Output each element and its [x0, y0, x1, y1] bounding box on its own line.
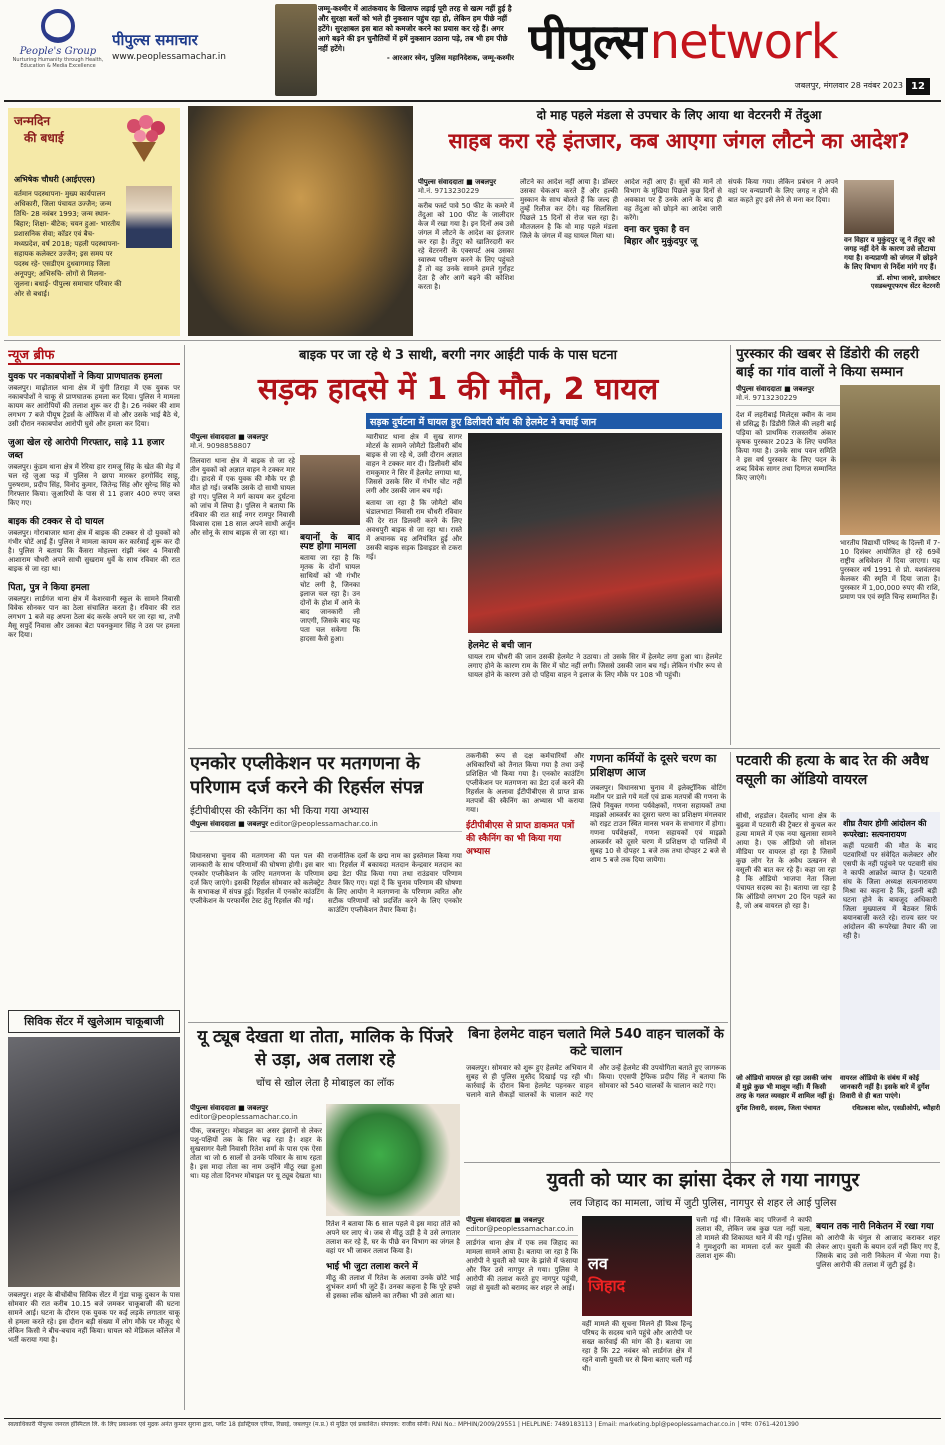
dateline: जबलपुर, मंगलवार 28 नवंबर 2023 [794, 81, 903, 90]
leopard-col1 [418, 178, 514, 336]
section-title-en: network [649, 14, 838, 70]
accident-col2 [300, 531, 360, 745]
brief-item-body: जबलपुर। कुंडम थाना क्षेत्र में रेरिया हार रामजू सिंह के खेत की मेड़ में चल रहे जुआ फड़ में पुलिस ने छापा मारकर हरगोविंद साहू, पुरुषराम, प्रदीप सिंह, विनोद कुमार, जितेन्द्र सिंह और सुरेन्द्र सिंह को गिरफ्तार किया। जुआरियों के पास से 11 हजार 400 रुपए जब्त किए गए। [8, 463, 180, 507]
section-title-hi: पीपुल्स [528, 14, 646, 70]
rehearsal-col3 [466, 752, 584, 1020]
parrot-body2: रितेश ने बताया कि 6 साल पहले वे इस मादा तोते को अपने घर लाए थे। जब से मीठू उड़ी है वे उसे लगातार तलाश कर रहे हैं, घर के पीछे वन विभाग का जंगल है वहां पर भी जाकर तलाश किया है। [326, 1220, 460, 1255]
nagpur-deck: लव जिहाद का मामला, जांच में जुटी पुलिस, नागपुर से शहर ले आई पुलिस [569, 1198, 837, 1209]
nagpur-email: editor@peoplessamachar.co.in [466, 1225, 574, 1233]
helmet-story [466, 1026, 726, 1158]
birthday-banner [14, 112, 174, 172]
civic-body: जबलपुर। शहर के बीचोंबीच सिविक सेंटर में गुंडा चाकू दुकान के पास सोमवार की रात करीब 10.15 बजे जमकर चाकूबाजी की घटना सामने आई। घटना के दौरान एक युवक पर कई लड़के लगातार चाकू से हमला करते रहे। इस दौरान बड़ी संख्या में लोग मौके पर मौजूद थे लेकिन किसी ने बीच-बचाव नहीं किया। घायल को मेडिकल कॉलेज में भर्ती कराया गया है। [8, 1291, 180, 1344]
birthday-banner-bottom: की बधाई [24, 131, 64, 145]
award-story [736, 345, 940, 745]
accident-victim-photo [300, 455, 360, 525]
leopard-col3 [624, 178, 722, 336]
rehearsal-email: editor@peoplessamachar.co.in [270, 820, 378, 828]
patwari-quote2 [840, 1074, 940, 1170]
accident-body1: तिलवारा थाना क्षेत्र में बाइक से जा रहे तीन युवकों को अज्ञात वाहन ने टक्कर मार दी। हादसे में एक युवक की मौके पर ही मौत हो गई। जबकि उसके दो साथी घायल हो गए। पुलिस ने मर्ग कायम कर दुर्घटना को जांच में लिया है। पुलिस ने बताया कि रविवार की रात साईं नगर रामपुर निवासी विश्वास दास 18 साल अपने साथी अर्जुन और सोनू के साथ बाइक से जा रहा था। [190, 457, 295, 537]
dgp-photo [275, 4, 317, 96]
rehearsal-body3: तकनीकी रूप से दक्ष कर्मचारियों और अधिकारियों को तैनात किया गया है तथा उन्हें प्रशिक्षित भी किया गया है। एनकोर काउंटिंग एप्लीकेशन पर मतगणना का डेटा दर्ज करने की रिहर्सल के अलावा ईटीपीबीएस से प्राप्त डाक मतपत्रों की स्कैनिंग का अभ्यास भी कराया गया। [466, 752, 584, 814]
patwari-box [840, 812, 940, 1070]
brief-item [8, 369, 180, 429]
helmet-body: जबलपुर। सोमवार को शुरू हुए हेलमेट अभियान में सुबह से ही पुलिस मुस्तैद दिखाई पड़ रही थी। कार्रवाई के दौरान बिना हेलमेट पहनकर वाहन चलाने वाले सैकड़ों चालकों के चालान काटे गए और उन्हें हेलमेट की उपयोगिता बताते हुए जागरूक किया। एएसपी ट्रैफिक प्रदीप सिंह ने बताया कि सोमवार को 540 चालकों के चालान काटे गए। [466, 1064, 726, 1099]
leopard-col2 [520, 178, 618, 336]
peoples-group-logo [8, 6, 108, 96]
leopard-byline: पीपुल्स संवाददाता ■ जबलपुर [418, 178, 496, 186]
accident-kicker: बाइक पर जा रहे थे 3 साथी, बरगी नगर आईटी पार्क के पास घटना [299, 348, 617, 363]
graphic-word1: लव [588, 1254, 608, 1273]
website[interactable]: www.peoplessamachar.in [112, 52, 226, 62]
vet-director-photo [844, 180, 894, 234]
helmet-headline: बिना हेलमेट वाहन चलाते मिले 540 वाहन चालकों के कटे चालान [468, 1027, 724, 1059]
parrot-sub: भाई भी जुटा तलाश करने में [326, 1262, 418, 1272]
brand-group: People's Group [19, 46, 97, 57]
leopard-mobile: मो.नं. 9713230229 [418, 187, 480, 195]
paper-name: पीपुल्स समाचार [112, 31, 198, 49]
parrot-body3: मीठू की तलाश में रितेश के अलावा उनके छोटे भाई शुभंकर शर्मा भी जुटे हैं। उनका कहना है कि पूरे हफ्ते से इसका लॉक खोलने का तरीका भी उसे आता था। [326, 1274, 460, 1300]
award-photo [840, 385, 940, 535]
award-col1 [736, 411, 836, 745]
leopard-col4 [728, 178, 838, 336]
brief-item-title: पिता, पुत्र ने किया हमला [8, 583, 90, 593]
parrot-body1: पीक, जबलपुर। मोबाइल का असर इंसानों से लेकर पशु-पक्षियों तक के सिर चढ़ रहा है। शहर के सुखसागर वैली निवासी रितेश शर्मा के पास एक ऐसा तोता था जो 6 सालों से उनके परिवार के साथ रहता है। इस मादा तोता का नाम उन्होंने मीठू रखा हुआ था। यह तोता दिनभर मोबाइल पर यू ट्यूब देखता था। [190, 1127, 322, 1180]
accident-col1 [190, 433, 295, 745]
masthead [0, 0, 945, 100]
leopard-body3: आदेश नहीं आए हैं। सूत्रों की मानें तो विभाग के मुखिया पिछले कुछ दिनों से अवकाश पर हैं उनके आने के बाद ही वह तेंदुआ को छोड़ने का आदेश जारी करेंगे। [624, 178, 722, 222]
news-brief-label: न्यूज ब्रीफ [8, 345, 180, 365]
accident-body4: बताया जा रहा है कि जोमैटो बॉय चंडालभाटा निवासी राम चौधरी रविवार की देर रात डिलवरी करने के लिए अवधपुरी बाइक से जा रहा था। रास्ते में अचानक वह अनियंत्रित हुई और उसकी बाइक सड़क डिवाइडर से टकरा गई। [366, 499, 462, 561]
patwari-headline: पटवारी की हत्या के बाद रेत की अवैध वसूली का ऑडियो वायरल [736, 753, 929, 788]
nagpur-byline: पीपुल्स संवाददाता ■ जबलपुर [466, 1216, 544, 1224]
nagpur-body3: चली गई थी। जिसके बाद परिजनों ने काफी तलाश की, लेकिन जब कुछ पता नहीं चला, तो मामले की शिकायत थाने में की गई। पुलिस ने गुमशुदगी का मामला दर्ज कर युवती की तलाश शुरू की। [696, 1216, 812, 1260]
top-quote-box [318, 4, 514, 96]
accident-photo-caption: घायल राम चौधरी की जान उसकी हेलमेट ने उठाया। तो उसके सिर में हेलमेट लगा हुआ था। हेलमेट लगाए होने के कारण राम के सिर में चोट नहीं लगी। जिससे उसकी जान बच गई। लेकिन गंभीर रूप से घायल होने के कारण उसे दो पहिया वाहन ने इलाज के लिए मौके पर 108 भी पहुंची। [468, 653, 722, 679]
patwari-box-body: कहीं पटवारी की मौत के बाद पटवारियों पर संवेदित कलेक्टर और एसपी के नहीं पहुंचने पर पटवारी संघ ने काफी आक्रोश व्याप्त है। पटवारी संघ के जिला अध्यक्ष सत्यनारायण मिश्रा का कहना है कि, इतनी बड़ी घटना होने के बावजूद अधिकारी जिला मुख्यालय में बैठकर सिर्फ बयानबाजी करते रहे। राज्य स्तर पर आंदोलन की रूपरेखा तैयार की जा रही है। [843, 842, 937, 940]
award-body1: देश में लहरीबाई मिलेट्स क्वीन के नाम से प्रसिद्ध हैं। डिंडौरी जिले की लहरी बाई पड़िया को प्राथमिक राजस्तरीय अंकार कृषक पुरस्कार 2023 के लिए चयनित किया गया है। उनके साथ पवन समिति ने इस वर्ष पुरस्कार के लिए पदन के शब्द विवेक सागर तथा दिग्गज सम्मानित किए जाएंगे। [736, 411, 836, 482]
civic-center-story [8, 1010, 180, 1410]
rehearsal-col1: विधानसभा चुनाव की मतगणना की पल पल की जानकारी के साथ परिणामों की घोषणा होगी। इस बार एनकोर एप्लीकेशन के जरिए मतगणना के परिणाम दर्ज किए जाएंगे। इसकी रिहर्सल सोमवार को कलेक्ट्रेट के सभाकक्ष में संपन्न हुई। रिहर्सल में एनकोर कांउटिंग एप्लीकेशन के परफार्मेंस टेस्ट हेतु रिहर्सल की गई। [190, 852, 324, 905]
birthday-details: वर्तमान पदस्थापना- मुख्य कार्यपालन अधिकारी, जिला पंचायत उज्जैन; जन्म तिथि- 28 नवंबर 1993; जन्म स्थान- बिहार; शिक्षा- बीटेक; चयन हुआ- भारतीय प्रशासनिक सेवा; कॉडर एवं बैच- मध्यप्रदेश, वर्ष 2018; पहली पदस्थापना- सहायक कलेक्टर उज्जैन; इस समय पर पदस्थ रहे- एसडीएम दुधवागमाड़ जिला अनूपपुर; अभिरुचि- लोगों से मिलना-जुलना। बधाई- पीपुल्स समाचार परिवार की ओर से बधाई। [14, 190, 122, 298]
peoples-group-logo-icon [38, 6, 78, 46]
leopard-quote: वन विहार व मुकुंदपुर जू ने तेंदुए को जगह नहीं देने के कारण उसे लौटाया गया है। वन्यप्राणी को जंगल में छोड़ने के लिए विभाग से निर्देश मांगे गए हैं। [844, 236, 938, 271]
parrot-headline: यू ट्यूब देखता था तोता, मालिक के पिंजरे से उड़ा, अब तलाश रहे [197, 1027, 453, 1070]
award-mobile: मो.नं. 9713230229 [736, 394, 798, 402]
brief-item-body: जबलपुर। माढ़ोताल थाना क्षेत्र में चुंगी तिराहा में एक युवक पर नकाबपोशों ने चाकू से प्राणघातक हमला कर दिया। पुलिस ने मामला कायम कर आरोपियों की तलाश शुरू कर दी है। 26 नवंबर की शाम लगभग 7 बजे पीयूष ट्रेडर्स के ऑफिस में वो और उसके भाई बैठे थे, उसी दौरान नकाबपोश आरोपी घुसे और हमला कर दिया। [8, 384, 180, 428]
patwari-quote2-attrib: रविप्रकाश कोल, एसडीओपी, ब्यौहारी [852, 1104, 940, 1112]
civic-photo [8, 1037, 180, 1287]
rehearsal-byline: पीपुल्स संवाददाता ■ जबलपुर [190, 820, 268, 828]
counting-headline: गणना कर्मियों के दूसरे चरण का प्रशिक्षण आज [590, 752, 717, 779]
nagpur-body1: लार्डगंज थाना क्षेत्र में एक लव जिहाद का मामला सामने आया है। बताया जा रहा है कि आरोपी ने युवती को प्यार के झांसे में फंसाया और फिर उसे नागपुर ले गया। पुलिस ने आरोपी की तलाश करते हुए नागपुर पहुंची, जहां से युवती को बरामद कर शहर ले आई। [466, 1239, 578, 1292]
accident-scene-photo [468, 433, 722, 633]
graphic-word2: जिहाद [588, 1276, 626, 1295]
leopard-story [418, 106, 940, 338]
rehearsal-headline: एनकोर एप्लीकेशन पर मतगणना के परिणाम दर्ज करने की रिहर्सल संपन्न [190, 753, 424, 798]
brief-item [8, 514, 180, 574]
accident-mobile: मो.नं. 9098858807 [190, 442, 252, 450]
news-brief [8, 345, 180, 1005]
flower-bouquet-icon [114, 112, 174, 164]
accident-col3 [366, 433, 462, 745]
nagpur-col1 [466, 1216, 578, 1416]
patwari-quote1-text: जो ऑडियो वायरल हो रहा उसकी जांच में मुझे कुछ भी मालूम नहीं। मैं किसी तरह के गलत व्यवहार में शामिल नहीं हूं। [736, 1074, 835, 1100]
parrot-photo [326, 1104, 460, 1216]
rehearsal-deck: ईटीपीबीएस की स्कैनिंग का भी किया गया अभ्यास [190, 806, 369, 817]
patwari-box-title: शीघ्र तैयार होगी आंदोलन की रूपरेखा: सत्यनारायण [843, 819, 927, 839]
brief-item-body: जबलपुर। लार्डगंज थाना क्षेत्र में केशरवानी स्कूल के सामने निवासी विवेक सोनकर पान का ठेला संचालित करता है। रविवार की रात लगभग 1 बजे वह अपना ठेला बंद करके अपने घर जा रहा था, तभी मैसू सपुर्दे निवास और उसका बेटा पवनकुमार सिंह ने उस पर हमला कर दिया। [8, 595, 180, 639]
leopard-body1: करीब फर्स्ट पावे 50 फीट के कमरे में तेंदुआ को 100 फीट के जालीदार केज में रखा गया है। इन दिनों अब उसे जंगल में लौटने के आदेश का इंतजार कर रहा है। तेंदुए को खातिरदारी कर रहे वेटरनरी के एक्सपर्ट अब उसका स्वास्थ्य परीक्षण करने के लिए पहुंचते हैं तो वह उनके सामने हमले गुर्राहट देता है और आगे बढ़ने की कोशिश करता है। [418, 202, 514, 291]
accident-headline: सड़क हादसे में 1 की मौत, 2 घायल [257, 372, 659, 407]
nagpur-body4: को आरोपी के चंगुल से आजाद कराकर शहर लेकर आए। युवती के बयान दर्ज नहीं किए गए हैं, जिसके बाद उसे नारी निकेतन में भेजा गया है। पुलिस आरोपी की तलाश में जुटी हुई है। [816, 1234, 940, 1269]
brief-item-title: बाइक की टक्कर से दो घायल [8, 517, 104, 527]
rehearsal-col2: राजनीतिक दलों के छद्म नाम का इस्तेमाल किया गया था। रिहर्सल में बकायदा मतदान केन्द्रवार मतदान का छद्म डेटा फीड किया गया तथा राउंडवार परिणाम तैयार किए गए। यहां दें कि चुनाव परिणाम की घोषणा के लिए आयोग ने मतगणना के परिणाम त्वरित और सटीक परिणामों को प्रदर्शित करने के लिए एनकोर काउंटिंग एप्लीकेशन तैयार किया है। [328, 852, 462, 914]
leopard-kicker: दो माह पहले मंडला से उपचार के लिए आया था वेटरनरी में तेंदुआ [536, 108, 822, 122]
footer-imprint: स्वत्वाधिकारी पीपुल्स जनरल हॉस्पिटल लि. के लिए प्रकाशक एवं मुद्रक अनंत कुमार सुराना द्वारा, प्लॉट 18 इंडस्ट्रियल एरिया, रिछाई, जबलपुर (म.प्र.) से मुद्रित एवं प्रकाशित। संपादक: राजीव सोनी। RNI No.: MPHIN/2009/29551 | HELPLINE: 7489183113 | Email: marketing.bpl@peoplessamachar.co.in | फोन: 0761-4201390 [8, 1421, 799, 1428]
accident-caption-banner: सड़क दुर्घटना में घायल हुए डिलीवरी बॉय की हेलमेट ने बचाई जान [366, 413, 722, 429]
brief-item [8, 580, 180, 640]
top-quote-attrib: - आरआर स्वेन, पुलिस महानिदेशक, जम्मू-कश्मीर [386, 54, 514, 62]
nagpur-col3 [696, 1216, 812, 1416]
parrot-col2 [326, 1220, 460, 1416]
award-body2: भारतीय विद्यार्थी परिषद के दिल्ली में 7-10 दिसंबर आयोजित हो रहे 69वें राष्ट्रीय अधिवेशन में दिया जाएगा। यह पुरस्कार वर्ष 1991 से प्रो. यशवंतराव केलकर की स्मृति में दिया जाता है। पुरस्कार में 1,00,000 रुपए की राशि, प्रमाण पत्र एवं स्मृति चिन्ह सम्मानित हैं। [840, 539, 940, 601]
birthday-banner-top: जन्मदिन [14, 114, 51, 128]
award-byline: पीपुल्स संवाददाता ■ जबलपुर [736, 385, 814, 393]
parrot-story [190, 1026, 460, 1416]
patwari-body: सीधी, शहडोल। देवलोंद थाना क्षेत्र के बुढ़वा में पटवारी की ट्रैक्टर से कुचल कर हत्या मामले में एक नया खुलासा सामने आया है। एक ऑडियो जो सोशल मीडिया पर वायरल हो रहा है जिसमें कुछ लोग रेत के अवैध उत्खनन से वसूली की बात कर रहे हैं। कहा जा रहा है कि ऑडियो भाजपा नेता जिला पंचायत सदस्य का है। बताया जा रहा है कि ऑडियो लगभग 20 दिन पहले का है, जो अब वायरल हो रहा है। [736, 812, 836, 910]
brief-item-title: युवक पर नकाबपोशों ने किया प्राणघातक हमला [8, 372, 163, 382]
parrot-byline: पीपुल्स संवाददाता ■ जबलपुर [190, 1104, 268, 1112]
love-jihad-graphic [582, 1216, 692, 1316]
accident-photo-subhead: हेलमेट से बची जान [468, 641, 532, 651]
rehearsal-sub: ईटीपीबीएस से प्राप्त डाकमत पत्रों की स्कैनिंग का भी किया गया अभ्यास [466, 821, 575, 857]
leopard-body2: लौटने का आदेश नहीं आया है। डॉक्टर उसका चेकअप करते हैं और हल्की मुस्कान के साथ बोलते हैं कि जल्द ही तुम्हें रिलीज कर देंगे। यह सिलसिला पिछले 15 दिनों से रोज चल रहा है। मौतजलन है कि वो माह पहले मंडला जिले के जंगल में वह घायल मिला था। [520, 178, 618, 240]
patwari-quote1 [736, 1074, 836, 1170]
leopard-sub-vet: वना कर चुका है वन [624, 225, 690, 235]
leopard-sub-bihar: बिहार और मुकुंदपुर जू [624, 237, 698, 247]
award-col2 [840, 539, 940, 745]
accident-body2: बताया जा रहा है कि मृतक के दोनों घायल साथियों को भी गंभीर चोट लगी है, जिनका इलाज चल रहा है। उन दोनों के होश में आने के बाद जानकारी ली जाएगी, जिसके बाद यह पता चल सकेगा कि हादसा कैसे हुआ। [300, 554, 360, 643]
rehearsal-story [190, 752, 462, 1020]
brief-item-title: जुआ खेल रहे आरोपी गिरफ्तार, साढ़े 11 हजार जब्त [8, 438, 165, 461]
top-quote: जम्मू-कश्मीर में आतंकवाद के खिलाफ लड़ाई पूरी तरह से खत्म नहीं हुई है और सुरक्षा बलों को भले ही नुकसान पहुंच रहा हो, लेकिन हम पीछे नहीं हटेंगे। सुरक्षाबल इस बात को कमजोर करने का प्रयास कर रहे हैं। अगर आगे बढ़ने की इन चुनौतियों में हमें नुकसान उठाना पड़े, तब भी हम पीछे नहीं हटेंगे। [318, 4, 512, 53]
section-title [528, 8, 938, 70]
accident-sub: बयानों के बाद स्पष्ट होगा मामला [300, 533, 360, 552]
counting-story [590, 752, 726, 1020]
leopard-quote-attrib: डॉ. शोभा जावरे, डायरेक्टर एसडब्ल्यूएफएच सेंटर वेटरनरी [870, 274, 940, 290]
patwari-story [736, 752, 940, 1172]
parrot-deck: चोंच से खोल लेता है मोबाइल का लॉक [255, 1078, 395, 1089]
accident-story [190, 345, 726, 745]
brand-tagline: Nurturing Humanity through Health, Education & Media Excellence [12, 57, 104, 69]
nagpur-col4 [816, 1216, 940, 1416]
paper-logo-block [112, 30, 272, 75]
counting-body: जबलपुर। विधानसभा चुनाव में इलेक्ट्रॉनिक वोटिंग मशीन पर डाले गये मतों एवं डाक मतपत्रों की गणना के लिये नियुक्त गणना पर्यवेक्षकों, गणना सहायकों तथा माइक्रो आब्जर्वर का दूसरा चरण का प्रशिक्षण मंगलवार को राइट टाउन स्थित मानस भवन के सभागार में होगा। गणना पर्यवेक्षकों, गणना सहायकों एवं माइक्रो आब्जर्वर को दूसरे चरण में प्रशिक्षण दो पालियों में सुबह 10 से दोपहर 1 बजे तक तथा दोपहर 2 बजे से शाम 5 बजे तक दिया जायेगा। [590, 784, 726, 864]
nagpur-body2: वहीं मामले की सूचना मिलने ही विश्व हिन्दू परिषद के सदस्य थाने पहुंचे और आरोपी पर सख्त कार्रवाई की मांग की है। बताया जा रहा है कि 22 नवंबर को लार्डगंज क्षेत्र में रहने वाली युवती घर से बिना बताए चली गई थी। [582, 1320, 692, 1373]
accident-photo-caption-box [468, 635, 722, 745]
leopard-body4: संपर्क किया गया। लेकिन प्रबंधन ने अपने वहां पर वन्यप्राणी के लिए जगह न होने की बात कहते हुए इसे लेने से मना कर दिया। [728, 178, 838, 204]
birthday-portrait [126, 186, 172, 248]
accident-body3: ग्वारीघाट थाना क्षेत्र में सुख सागर मोटर्स के सामने जोमैटो डिलीवरी बॉय बाइक से जा रहे थे, उसी दौरान अज्ञात वाहन ने टक्कर मार दी। डिलीवरी बॉय रामकुमार ने सिर में हेलमेट लगाया था, जिससे उसके सिर में गंभीर चोट नहीं लगी और उसकी जान बच गई। [366, 433, 462, 495]
birthday-name: अभिषेक चौधरी (आईएएस) [14, 175, 96, 184]
leopard-photo [188, 106, 413, 336]
accident-byline: पीपुल्स संवाददाता ■ जबलपुर [190, 433, 268, 441]
parrot-col1 [190, 1104, 322, 1416]
leopard-headline: साहब करा रहे इंतजार, कब आएगा जंगल लौटने का आदेश? [448, 129, 910, 153]
patwari-quote1-attrib: दुर्गेश तिवारी, सदस्य, जिला पंचायत [736, 1104, 821, 1112]
nagpur-sub: बयान तक नारी निकेतन में रखा गया [816, 1222, 934, 1232]
brief-item [8, 435, 180, 508]
brief-item-body: जबलपुर। गोराबाजार थाना क्षेत्र में बाइक की टक्कर से दो युवकों को गंभीर चोटें आईं हैं। पुलिस ने मामला कायम कर कार्रवाई शुरू कर दी है। पुलिस ने बताया कि कैंसरा मोहल्ला रांझी नंबर 4 निवासी आशाराम चौधरी अपने साथी सुखराम धुर्वे के साथ रविवार की रात बाइक से जा रहा था। [8, 529, 180, 573]
page-number: 12 [906, 78, 930, 95]
patwari-quote2-text: वायरल ऑडियो के संबंध में कोई जानकारी नहीं है। इसके बारे में दुर्गेश तिवारी से ही बता पाएंगे। [840, 1074, 930, 1100]
parrot-email: editor@peoplessamachar.co.in [190, 1113, 298, 1121]
birthday-box [8, 108, 180, 336]
award-headline: पुरस्कार की खबर से डिंडोरी की लहरी बाई का गांव वालों ने किया सम्मान [736, 346, 919, 380]
nagpur-headline: युवती को प्यार का झांसा देकर ले गया नागपुर [546, 1169, 860, 1191]
civic-headline: सिविक सेंटर में खुलेआम चाकूबाजी [8, 1010, 180, 1033]
leopard-quote-box [844, 236, 940, 336]
nagpur-story [466, 1166, 940, 1416]
